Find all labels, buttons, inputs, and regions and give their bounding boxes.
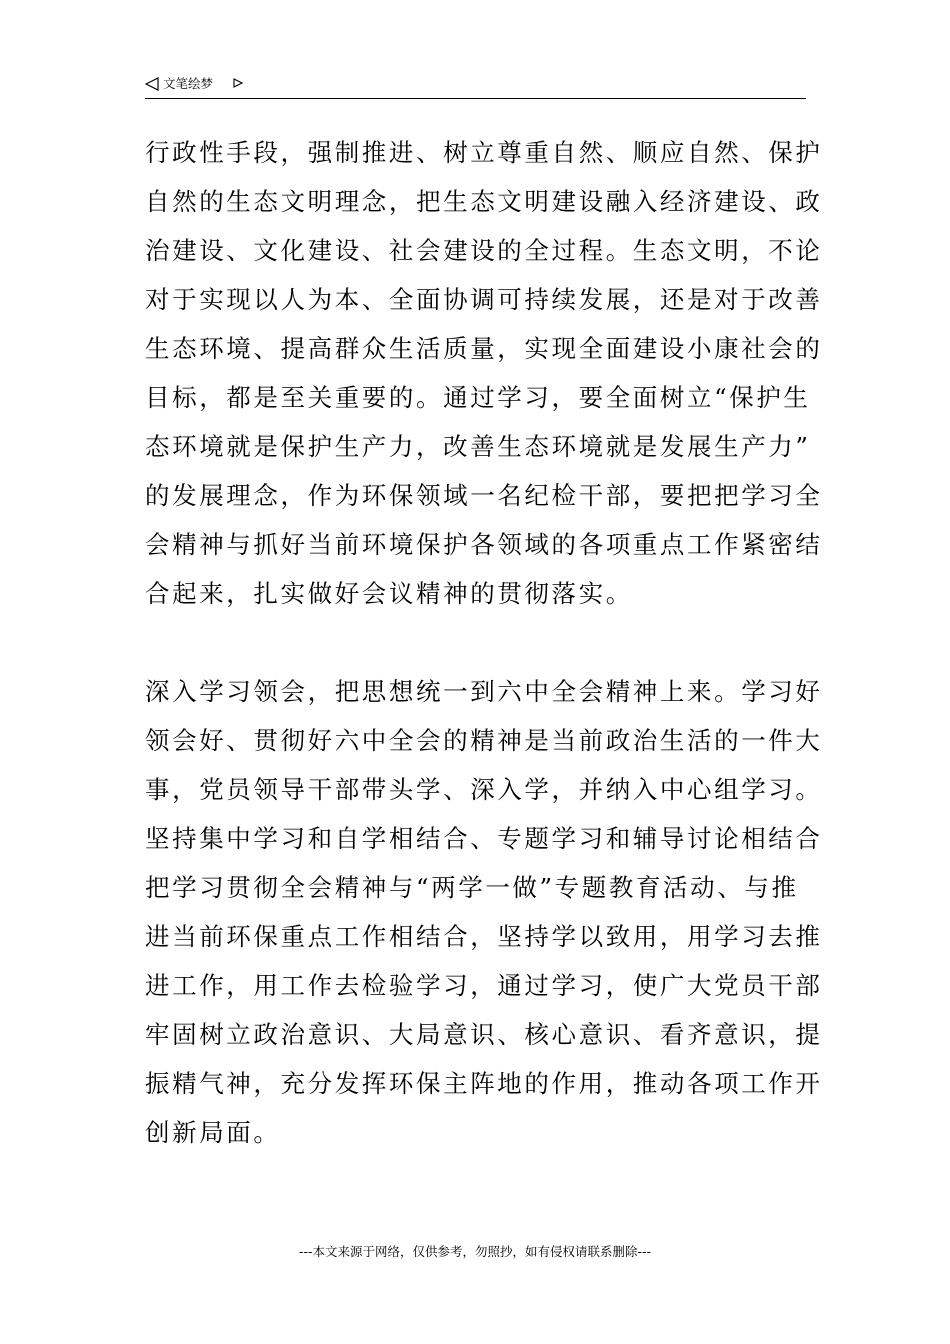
text-line: 生态环境、提高群众生活质量，实现全面建设小康社会的 [145,334,823,363]
triangle-left-outline-icon [145,77,159,91]
text-line: 目标，都是至关重要的。通过学习，要全面树立“保护生 [145,383,811,412]
document-body [145,128,823,1157]
text-line: 自然的生态文明理念，把生态文明建设融入经济建设、政 [145,187,823,216]
text-line: 牢固树立政治意识、大局意识、核心意识、看齐意识，提 [145,1020,823,1049]
paragraph-1 [145,128,823,618]
text-line: 进工作，用工作去检验学习，通过学习，使广大党员干部 [145,971,823,1000]
text-line: 领会好、贯彻好六中全会的精神是当前政治生活的一件大 [145,726,823,755]
text-line: 坚持集中学习和自学相结合、专题学习和辅导讨论相结合 [145,824,823,853]
text-line: 态环境就是保护生产力，改善生态环境就是发展生产力” [145,432,811,461]
paragraph-gap [145,618,806,667]
text-line: 把学习贯彻全会精神与“两学一做”专题教育活动、与推 [145,873,799,902]
text-line: 事，党员领导干部带头学、深入学，并纳入中心组学习。 [145,775,823,804]
text-line: 会精神与抓好当前环境保护各领域的各项重点工作紧密结 [145,530,823,559]
text-line: 对于实现以人为本、全面协调可持续发展，还是对于改善 [145,285,823,314]
text-line: 治建设、文化建设、社会建设的全过程。生态文明，不论 [145,236,823,265]
text-line: 振精气神，充分发挥环保主阵地的作用，推动各项工作开 [145,1069,823,1098]
triangle-right-outline-icon [233,78,243,88]
text-line: 进当前环保重点工作相结合，坚持学以致用，用学习去推 [145,922,823,951]
text-line: 行政性手段，强制推进、树立尊重自然、顺应自然、保护 [145,138,823,167]
text-line: 创新局面。 [145,1118,281,1147]
text-line: 合起来，扎实做好会议精神的贯彻落实。 [145,579,633,608]
paragraph-2 [145,667,823,1157]
page-header [145,74,806,99]
header-title: 文笔绘梦 [163,76,214,91]
page-footer: ---本文来源于网络，仅供参考，勿照抄，如有侵权请联系删除--- [298,1244,652,1259]
text-line: 的发展理念，作为环保领域一名纪检干部，要把把学习全 [145,481,823,510]
text-line: 深入学习领会，把思想统一到六中全会精神上来。学习好 [145,677,823,706]
